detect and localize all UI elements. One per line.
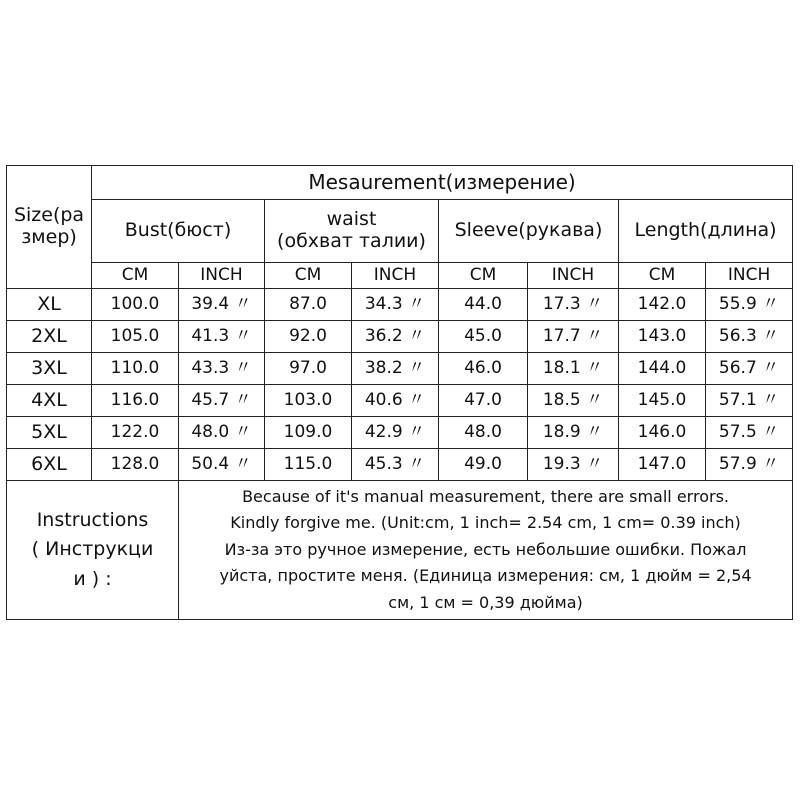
waist-cm-cell: 115.0 (265, 449, 352, 481)
length-cm-cell: 147.0 (619, 449, 706, 481)
instructions-text (179, 481, 793, 620)
size-label: 5XL (7, 417, 92, 449)
instructions-label-line1: Instructions (36, 508, 149, 531)
size-label: 2XL (7, 321, 92, 353)
sleeve-inch-cell: 18.9 〃 (528, 417, 619, 449)
table-row (7, 417, 793, 449)
header-unit-row (7, 263, 793, 289)
waist-inch-cell: 40.6 〃 (352, 385, 439, 417)
waist-inch-cell: 38.2 〃 (352, 353, 439, 385)
unit-header: CM (92, 263, 179, 289)
waist-inch-cell: 36.2 〃 (352, 321, 439, 353)
sleeve-header: Sleeve(рукава) (439, 200, 619, 263)
sleeve-cm-cell: 44.0 (439, 289, 528, 321)
length-inch-cell: 57.1 〃 (706, 385, 793, 417)
table-row (7, 353, 793, 385)
waist-cm-cell: 92.0 (265, 321, 352, 353)
size-label: XL (7, 289, 92, 321)
table-row (7, 289, 793, 321)
length-inch-cell: 55.9 〃 (706, 289, 793, 321)
length-inch-cell: 56.7 〃 (706, 353, 793, 385)
bust-inch-cell: 50.4 〃 (179, 449, 265, 481)
sleeve-cm-cell: 46.0 (439, 353, 528, 385)
waist-cm-cell: 103.0 (265, 385, 352, 417)
unit-header: INCH (352, 263, 439, 289)
sleeve-cm-cell: 47.0 (439, 385, 528, 417)
size-header-line1: Size(ра (13, 204, 85, 227)
bust-cm-cell: 110.0 (92, 353, 179, 385)
instructions-line: см, 1 см = 0,39 дюйма) (388, 592, 583, 612)
bust-cm-cell: 122.0 (92, 417, 179, 449)
sleeve-cm-cell: 48.0 (439, 417, 528, 449)
waist-inch-cell: 34.3 〃 (352, 289, 439, 321)
size-label: 6XL (7, 449, 92, 481)
waist-inch-cell: 42.9 〃 (352, 417, 439, 449)
waist-header-line2: (обхват талии) (277, 230, 426, 252)
sleeve-inch-cell: 17.7 〃 (528, 321, 619, 353)
header-title-row (7, 166, 793, 200)
length-inch-cell: 57.5 〃 (706, 417, 793, 449)
waist-cm-cell: 87.0 (265, 289, 352, 321)
bust-inch-cell: 41.3 〃 (179, 321, 265, 353)
unit-header: INCH (179, 263, 265, 289)
sleeve-inch-cell: 18.1 〃 (528, 353, 619, 385)
table-row (7, 385, 793, 417)
instructions-label-line2: ( Инструкци (31, 538, 154, 561)
size-chart-table (6, 165, 793, 620)
sleeve-cm-cell: 45.0 (439, 321, 528, 353)
bust-cm-cell: 116.0 (92, 385, 179, 417)
bust-inch-cell: 39.4 〃 (179, 289, 265, 321)
waist-header-line1: waist (326, 208, 377, 231)
size-label: 4XL (7, 385, 92, 417)
bust-inch-cell: 43.3 〃 (179, 353, 265, 385)
size-header-line2: змер) (21, 226, 77, 248)
length-header: Length(длина) (619, 200, 793, 263)
bust-cm-cell: 128.0 (92, 449, 179, 481)
waist-cm-cell: 109.0 (265, 417, 352, 449)
instructions-line: Из-за это ручное измерение, есть небольшие ошибки. Пожал (224, 539, 747, 559)
unit-header: INCH (528, 263, 619, 289)
bust-cm-cell: 100.0 (92, 289, 179, 321)
length-cm-cell: 142.0 (619, 289, 706, 321)
instructions-line: уйста, простите меня. (Единица измерения: см, 1 дюйм = 2,54 (219, 566, 752, 586)
bust-header: Bust(бюст) (92, 200, 265, 263)
unit-header: CM (265, 263, 352, 289)
instructions-line: Kindly forgive me. (Unit:cm, 1 inch= 2.54 cm, 1 cm= 0.39 inch) (230, 513, 741, 533)
sleeve-inch-cell: 18.5 〃 (528, 385, 619, 417)
length-cm-cell: 144.0 (619, 353, 706, 385)
instructions-row (7, 481, 793, 620)
header-group-row (7, 200, 793, 263)
table-row (7, 449, 793, 481)
unit-header: CM (439, 263, 528, 289)
table-row (7, 321, 793, 353)
waist-header (265, 200, 439, 263)
length-cm-cell: 146.0 (619, 417, 706, 449)
sleeve-cm-cell: 49.0 (439, 449, 528, 481)
bust-inch-cell: 45.7 〃 (179, 385, 265, 417)
waist-inch-cell: 45.3 〃 (352, 449, 439, 481)
length-cm-cell: 143.0 (619, 321, 706, 353)
bust-inch-cell: 48.0 〃 (179, 417, 265, 449)
instructions-label-line3: и ) : (73, 567, 112, 590)
length-inch-cell: 57.9 〃 (706, 449, 793, 481)
measurement-title: Mesaurement(измерение) (92, 166, 793, 200)
sleeve-inch-cell: 17.3 〃 (528, 289, 619, 321)
size-label: 3XL (7, 353, 92, 385)
unit-header: INCH (706, 263, 793, 289)
instructions-label (7, 481, 179, 620)
length-inch-cell: 56.3 〃 (706, 321, 793, 353)
bust-cm-cell: 105.0 (92, 321, 179, 353)
size-header-cell (7, 166, 92, 289)
waist-cm-cell: 97.0 (265, 353, 352, 385)
sleeve-inch-cell: 19.3 〃 (528, 449, 619, 481)
length-cm-cell: 145.0 (619, 385, 706, 417)
unit-header: CM (619, 263, 706, 289)
instructions-line: Because of it's manual measurement, there are small errors. (242, 487, 729, 507)
